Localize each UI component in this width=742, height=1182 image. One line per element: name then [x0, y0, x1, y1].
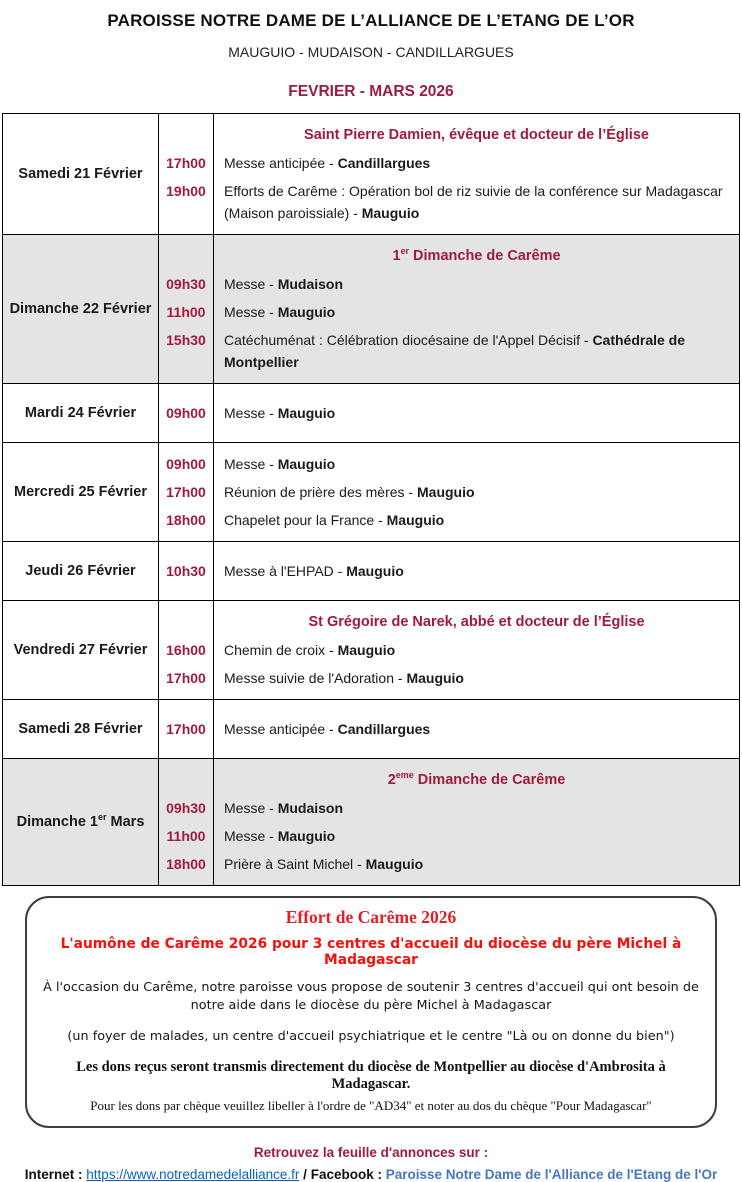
event-text: Chapelet pour la France - Mauguio — [224, 512, 445, 528]
feast-title: 1er Dimanche de Carême — [392, 246, 561, 264]
events-cell — [159, 114, 739, 234]
event-time: 18h00 — [166, 512, 206, 528]
day-label: Jeudi 26 Février — [3, 542, 159, 600]
event-line — [159, 402, 739, 424]
event-place: Mauguio — [406, 670, 464, 686]
events-cell — [159, 601, 739, 699]
facebook-page-name: Paroisse Notre Dame de l'Alliance de l'Etang de l'Or — [385, 1167, 718, 1182]
table-row — [3, 700, 739, 759]
event-text: Chemin de croix - Mauguio — [224, 642, 396, 658]
event-time: 10h30 — [166, 563, 206, 579]
event-line — [159, 180, 739, 224]
event-place: Candillargues — [337, 721, 431, 737]
event-text: Messe - Mauguio — [224, 456, 336, 472]
event-text: Prière à Saint Michel - Mauguio — [224, 856, 424, 872]
event-place: Candillargues — [337, 155, 431, 171]
event-text: Messe suivie de l'Adoration - Mauguio — [224, 670, 464, 686]
table-row — [3, 542, 739, 601]
event-text: Messe - Mudaison — [224, 800, 344, 816]
page-title: PAROISSE NOTRE DAME DE L’ALLIANCE DE L’ETANG DE L’OR — [107, 11, 635, 30]
event-line — [159, 329, 739, 373]
event-place: Mauguio — [277, 405, 336, 421]
event-time: 11h00 — [166, 304, 206, 320]
period-title: FEVRIER - MARS 2026 — [288, 83, 454, 100]
event-time: 09h30 — [166, 276, 206, 292]
facebook-label: Facebook : — [310, 1167, 382, 1182]
event-place: Mauguio — [337, 642, 396, 658]
event-place: Mauguio — [361, 205, 420, 221]
event-text: Messe anticipée - Candillargues — [224, 721, 431, 737]
event-place: Mauguio — [365, 856, 424, 872]
event-place: Mauguio — [277, 304, 336, 320]
careme-paragraph-2: (un foyer de malades, un centre d'accueil psychiatrique et le centre "Là ou on donne du bien") — [67, 1029, 675, 1044]
feast-title: 2eme Dimanche de Carême — [387, 770, 566, 788]
event-place: Cathédrale de Montpellier — [224, 332, 686, 370]
event-line — [159, 301, 739, 323]
day-label: Dimanche 22 Février — [3, 235, 159, 383]
event-line — [159, 453, 739, 475]
header — [0, 0, 742, 101]
event-line — [159, 825, 739, 847]
event-time: 16h00 — [166, 642, 206, 658]
event-time: 17h00 — [166, 670, 206, 686]
event-text: Messe - Mauguio — [224, 405, 336, 421]
table-row — [3, 384, 739, 443]
event-place: Mauguio — [417, 484, 475, 500]
event-place: Mauguio — [277, 456, 336, 472]
table-row — [3, 759, 739, 886]
day-label: Dimanche 1er Mars — [3, 759, 159, 885]
event-time: 18h00 — [166, 856, 206, 872]
careme-paragraph-1: À l'occasion du Carême, notre paroisse vous propose de soutenir 3 centres d'accueil qui ont besoin de notre aide dans le diocèse du père Michel à Madagascar — [43, 980, 699, 1013]
separator: / — [303, 1167, 307, 1182]
event-line — [159, 797, 739, 819]
event-place: Mauguio — [277, 828, 336, 844]
event-text: Catéchuménat : Célébration diocésaine de l'Appel Décisif - Cathédrale de Montpellier — [224, 332, 686, 370]
event-text: Messe - Mauguio — [224, 304, 336, 320]
event-line — [159, 273, 739, 295]
event-line — [159, 560, 739, 582]
careme-paragraph-4: Pour les dons par chèque veuillez libeller à l'ordre de "AD34" et noter au dos du chèque "Pour Madagascar" — [90, 1098, 652, 1113]
events-cell — [159, 700, 739, 758]
event-time: 09h00 — [166, 405, 206, 421]
feast-title: Saint Pierre Damien, évêque et docteur de l’Église — [304, 127, 649, 143]
footer-links — [0, 1167, 742, 1182]
event-place: Mauguio — [386, 512, 445, 528]
table-row — [3, 235, 739, 384]
website-link[interactable]: https://www.notredamedelalliance.fr — [86, 1167, 300, 1182]
event-line — [159, 639, 739, 661]
event-time: 17h00 — [166, 721, 206, 737]
feast-title: St Grégoire de Narek, abbé et docteur de l’Église — [308, 614, 645, 630]
event-line — [159, 509, 739, 531]
schedule-table — [2, 113, 740, 886]
footer — [0, 1145, 742, 1182]
events-cell — [159, 759, 739, 885]
event-place: Mudaison — [277, 276, 344, 292]
event-time: 09h30 — [166, 800, 206, 816]
event-text: Messe - Mauguio — [224, 828, 336, 844]
event-line — [159, 718, 739, 740]
event-place: Mauguio — [346, 563, 404, 579]
parish-towns: MAUGUIO - MUDAISON - CANDILLARGUES — [228, 44, 514, 60]
event-text: Messe - Mudaison — [224, 276, 344, 292]
careme-box — [25, 896, 717, 1128]
events-cell — [159, 443, 739, 541]
day-label: Mercredi 25 Février — [3, 443, 159, 541]
event-time: 17h00 — [166, 155, 206, 171]
event-time: 09h00 — [166, 456, 206, 472]
footer-heading: Retrouvez la feuille d'annonces sur : — [253, 1145, 489, 1160]
events-cell — [159, 384, 739, 442]
events-cell — [159, 235, 739, 383]
careme-box-subtitle: L'aumône de Carême 2026 pour 3 centres d'accueil du diocèse du père Michel à Madagascar — [60, 936, 682, 968]
event-text: Messe anticipée - Candillargues — [224, 155, 431, 171]
table-row — [3, 601, 739, 700]
event-place: Mudaison — [277, 800, 344, 816]
event-text: Efforts de Carême : Opération bol de riz suivie de la conférence sur Madagascar (Maison paroissiale) - Mauguio — [224, 183, 723, 221]
careme-paragraph-3: Les dons reçus seront transmis directement du diocèse de Montpellier au diocèse d'Ambrosita à Madagascar. — [76, 1059, 666, 1092]
day-label: Mardi 24 Février — [3, 384, 159, 442]
event-line — [159, 853, 739, 875]
event-time: 17h00 — [166, 484, 206, 500]
event-time: 11h00 — [166, 828, 206, 844]
event-line — [159, 667, 739, 689]
internet-label: Internet : — [24, 1167, 83, 1182]
day-label: Samedi 21 Février — [3, 114, 159, 234]
day-label: Samedi 28 Février — [3, 700, 159, 758]
events-cell — [159, 542, 739, 600]
event-text: Réunion de prière des mères - Mauguio — [224, 484, 475, 500]
event-line — [159, 481, 739, 503]
day-label: Vendredi 27 Février — [3, 601, 159, 699]
event-time: 19h00 — [166, 183, 206, 199]
table-row — [3, 443, 739, 542]
event-time: 15h30 — [166, 332, 206, 348]
careme-box-title: Effort de Carême 2026 — [285, 907, 457, 927]
table-row — [3, 114, 739, 235]
event-line — [159, 152, 739, 174]
event-text: Messe à l'EHPAD - Mauguio — [224, 563, 404, 579]
